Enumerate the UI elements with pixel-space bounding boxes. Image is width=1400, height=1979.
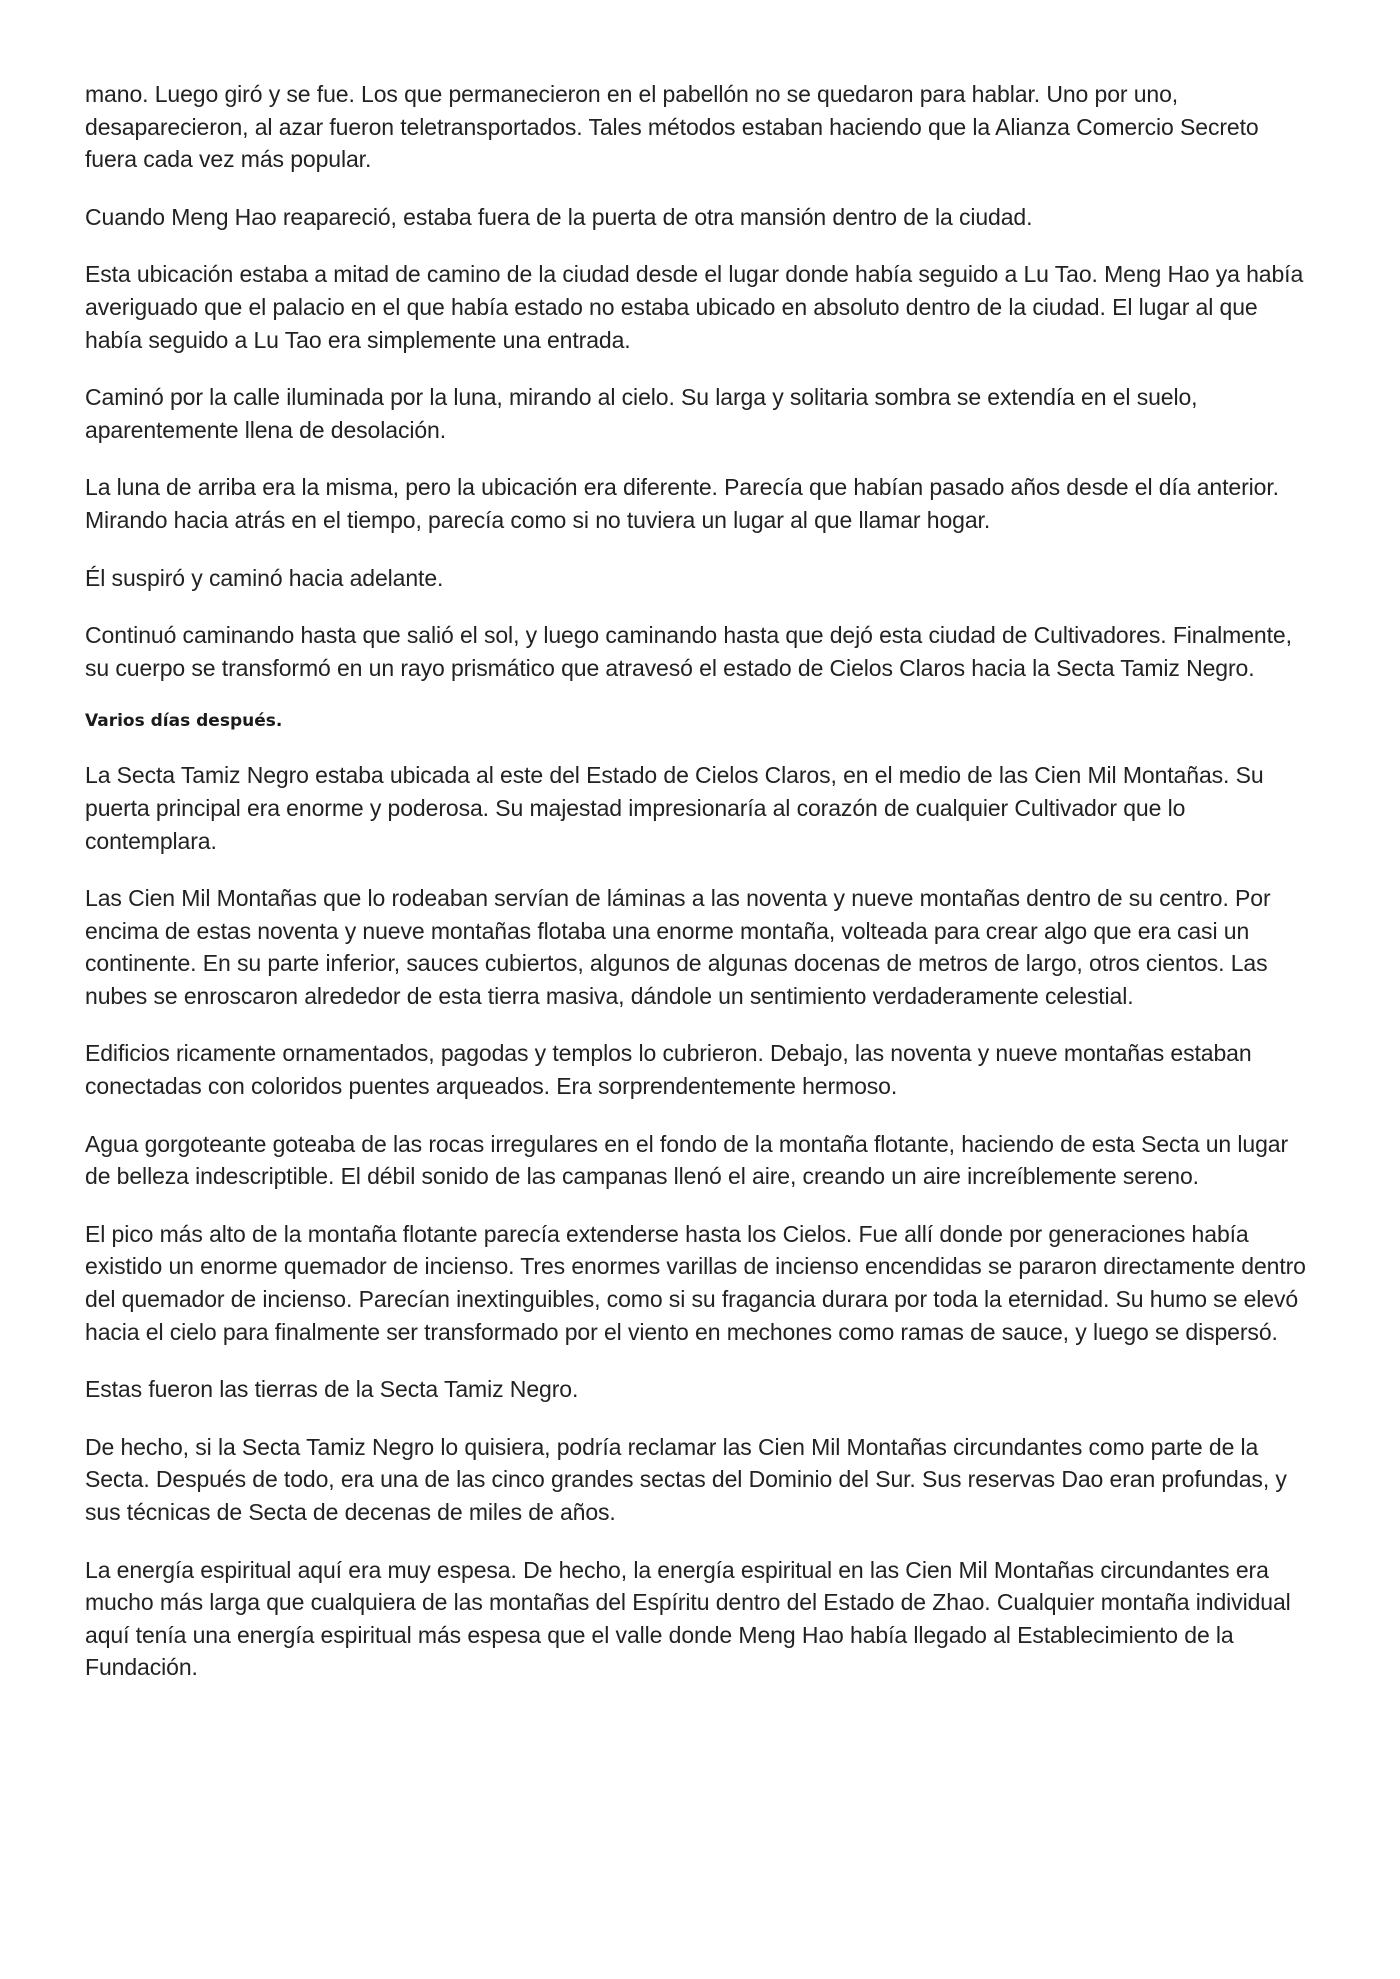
paragraph: La energía espiritual aquí era muy espesa. De hecho, la energía espiritual en las Cien Mil Montañas circundantes era mucho más larga que cualquiera de las montañas del Espíritu dentro del Estado de Zhao. Cualquier montaña individual aquí tenía una energía espiritual más espesa que el valle donde Meng Hao había llegado al Establecimiento de la Fundación. bbox=[85, 1556, 1291, 1681]
paragraph: La luna de arriba era la misma, pero la ubicación era diferente. Parecía que habían pasado años desde el día anterior. Mirando hacia atrás en el tiempo, parecía como si no tuviera un lugar al que llamar hogar. bbox=[85, 474, 1279, 533]
paragraph: De hecho, si la Secta Tamiz Negro lo quisiera, podría reclamar las Cien Mil Montañas circundantes como parte de la Secta. Después de todo, era una de las cinco grandes sectas del Dominio del Sur. Sus reservas Dao eran profundas, y sus técnicas de Secta de decenas de miles de años. bbox=[85, 1433, 1287, 1525]
paragraph: Estas fueron las tierras de la Secta Tamiz Negro. bbox=[85, 1376, 579, 1403]
paragraph: Agua gorgoteante goteaba de las rocas irregulares en el fondo de la montaña flotante, haciendo de esta Secta un lugar de belleza indescriptible. El débil sonido de las campanas llenó el aire, creando un aire increíblemente sereno. bbox=[85, 1130, 1289, 1190]
paragraph: Edificios ricamente ornamentados, pagodas y templos lo cubrieron. Debajo, las noventa y nueve montañas estaban conectadas con coloridos puentes arqueados. Era sorprendentemente hermoso. bbox=[85, 1040, 1252, 1100]
paragraph: El pico más alto de la montaña flotante parecía extenderse hasta los Cielos. Fue allí donde por generaciones había existido un enorme quemador de incienso. Tres enormes varillas de incienso encendidas se pararon directamente dentro del quemador de incienso. Parecían inextinguibles, como si su fragancia durara por toda la eternidad. Su humo se elevó hacia el cielo para finalmente ser transformado por el viento en mechones como ramas de sauce, y luego se dispersó. bbox=[85, 1220, 1306, 1345]
paragraph: Él suspiró y caminó hacia adelante. bbox=[85, 564, 444, 591]
paragraph: Cuando Meng Hao reapareció, estaba fuera de la puerta de otra mansión dentro de la ciudad. bbox=[85, 203, 1033, 230]
paragraph: Las Cien Mil Montañas que lo rodeaban servían de láminas a las noventa y nueve montañas dentro de su centro. Por encima de estas noventa y nueve montañas flotaba una enorme montaña, volteada para crear algo que era casi un continente. En su parte inferior, sauces cubiertos, algunos de algunas docenas de metros de largo, otros cientos. Las nubes se enroscaron alrededor de esta tierra masiva, dándole un sentimiento verdaderamente celestial. bbox=[85, 885, 1271, 1009]
paragraph: Continuó caminando hasta que salió el sol, y luego caminando hasta que dejó esta ciudad de Cultivadores. Finalmente, su cuerpo se transformó en un rayo prismático que atravesó el estado de Cielos Claros hacia la Secta Tamiz Negro. bbox=[85, 622, 1292, 681]
section-subheading: Varios días después. bbox=[85, 711, 283, 732]
paragraph: mano. Luego giró y se fue. Los que permanecieron en el pabellón no se quedaron para hablar. Uno por uno, desaparecieron, al azar fueron teletransportados. Tales métodos estaban haciendo que la Alianza Comercio Secreto fuera cada vez más popular. bbox=[85, 81, 1259, 173]
paragraph: La Secta Tamiz Negro estaba ubicada al este del Estado de Cielos Claros, en el medio de las Cien Mil Montañas. Su puerta principal era enorme y poderosa. Su majestad impresionaría al corazón de cualquier Cultivador que lo contemplara. bbox=[85, 762, 1264, 854]
paragraph: Esta ubicación estaba a mitad de camino de la ciudad desde el lugar donde había seguido a Lu Tao. Meng Hao ya había averiguado que el palacio en el que había estado no estaba ubicado en absoluto dentro de la ciudad. El lugar al que había seguido a Lu Tao era simplemente una entrada. bbox=[85, 261, 1304, 353]
paragraph: Caminó por la calle iluminada por la luna, mirando al cielo. Su larga y solitaria sombra se extendía en el suelo, aparentemente llena de desolación. bbox=[85, 384, 1198, 443]
